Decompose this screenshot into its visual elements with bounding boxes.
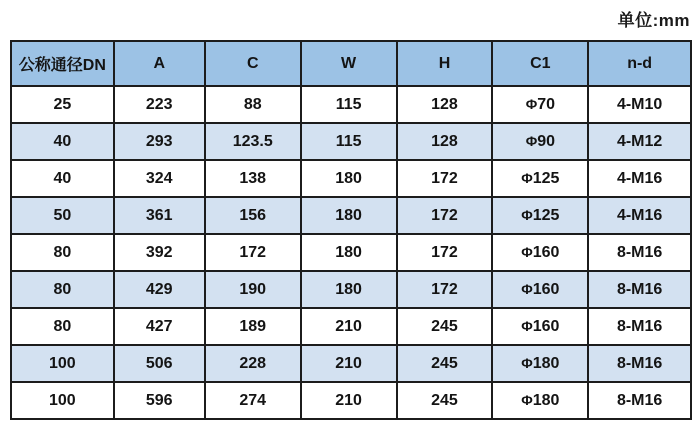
table-cell: Φ160	[492, 308, 588, 345]
table-cell: 4-M16	[588, 197, 691, 234]
diameter-symbol: Φ	[521, 243, 533, 260]
table-cell: 172	[397, 197, 493, 234]
table-cell: 8-M16	[588, 345, 691, 382]
diameter-symbol: Φ	[521, 391, 533, 408]
table-cell: Φ70	[492, 86, 588, 123]
diameter-symbol: Φ	[521, 280, 533, 297]
table-cell: Φ125	[492, 197, 588, 234]
table-cell: Φ160	[492, 271, 588, 308]
table-header	[11, 41, 691, 86]
table-body	[11, 86, 691, 419]
table-row	[11, 86, 691, 123]
diameter-symbol: Φ	[525, 132, 538, 149]
table-cell: 80	[11, 271, 114, 308]
table-cell: 128	[397, 86, 493, 123]
table-cell: 190	[205, 271, 301, 308]
table-cell: 8-M16	[588, 271, 691, 308]
table-cell: 8-M16	[588, 382, 691, 419]
table-row	[11, 271, 691, 308]
header-row	[11, 41, 691, 86]
table-cell: 429	[114, 271, 205, 308]
diameter-symbol: Φ	[521, 354, 533, 371]
table-cell: 210	[301, 345, 397, 382]
table-cell: 245	[397, 345, 493, 382]
table-cell: 245	[397, 382, 493, 419]
unit-label: 单位:mm	[617, 11, 690, 30]
table-cell: 172	[397, 160, 493, 197]
table-cell: 293	[114, 123, 205, 160]
table-cell: 245	[397, 308, 493, 345]
table-cell: 4-M10	[588, 86, 691, 123]
diameter-symbol: Φ	[521, 206, 533, 223]
table-cell: 180	[301, 234, 397, 271]
table-cell: 189	[205, 308, 301, 345]
table-cell: 80	[11, 308, 114, 345]
table-row	[11, 123, 691, 160]
table-cell: 4-M12	[588, 123, 691, 160]
table-cell: 324	[114, 160, 205, 197]
table-cell: 128	[397, 123, 493, 160]
diameter-symbol: Φ	[525, 95, 538, 112]
column-header: 公称通径DN	[11, 41, 114, 86]
table-cell: Φ125	[492, 160, 588, 197]
table-cell: 392	[114, 234, 205, 271]
table-cell: 40	[11, 123, 114, 160]
table-cell: 180	[301, 160, 397, 197]
table-cell: 138	[205, 160, 301, 197]
table-cell: 274	[205, 382, 301, 419]
table-cell: 25	[11, 86, 114, 123]
diameter-symbol: Φ	[521, 169, 533, 186]
column-header: C	[205, 41, 301, 86]
table-cell: Φ180	[492, 382, 588, 419]
table-cell: 180	[301, 197, 397, 234]
table-cell: 506	[114, 345, 205, 382]
column-header: C1	[492, 41, 588, 86]
table-cell: 172	[205, 234, 301, 271]
table-cell: 172	[397, 271, 493, 308]
table-cell: 40	[11, 160, 114, 197]
table-cell: 100	[11, 382, 114, 419]
table-cell: 123.5	[205, 123, 301, 160]
table-cell: Φ160	[492, 234, 588, 271]
table-cell: 115	[301, 123, 397, 160]
table-cell: 88	[205, 86, 301, 123]
table-cell: 228	[205, 345, 301, 382]
table-cell: 210	[301, 382, 397, 419]
table-cell: 180	[301, 271, 397, 308]
dimension-spec-table	[10, 40, 692, 420]
table-cell: Φ90	[492, 123, 588, 160]
table-cell: 156	[205, 197, 301, 234]
table-row	[11, 308, 691, 345]
column-header: n-d	[588, 41, 691, 86]
table-cell: 100	[11, 345, 114, 382]
table-cell: 8-M16	[588, 234, 691, 271]
table-cell: 210	[301, 308, 397, 345]
table-row	[11, 234, 691, 271]
table-cell: 8-M16	[588, 308, 691, 345]
table-cell: 50	[11, 197, 114, 234]
table-cell: Φ180	[492, 345, 588, 382]
table-row	[11, 382, 691, 419]
table-cell: 115	[301, 86, 397, 123]
table-row	[11, 345, 691, 382]
table-cell: 80	[11, 234, 114, 271]
table-row	[11, 197, 691, 234]
table-cell: 172	[397, 234, 493, 271]
column-header: W	[301, 41, 397, 86]
table-cell: 4-M16	[588, 160, 691, 197]
table-cell: 427	[114, 308, 205, 345]
table-cell: 596	[114, 382, 205, 419]
table-cell: 223	[114, 86, 205, 123]
diameter-symbol: Φ	[521, 317, 533, 334]
table-cell: 361	[114, 197, 205, 234]
table-row	[11, 160, 691, 197]
column-header: H	[397, 41, 493, 86]
column-header: A	[114, 41, 205, 86]
